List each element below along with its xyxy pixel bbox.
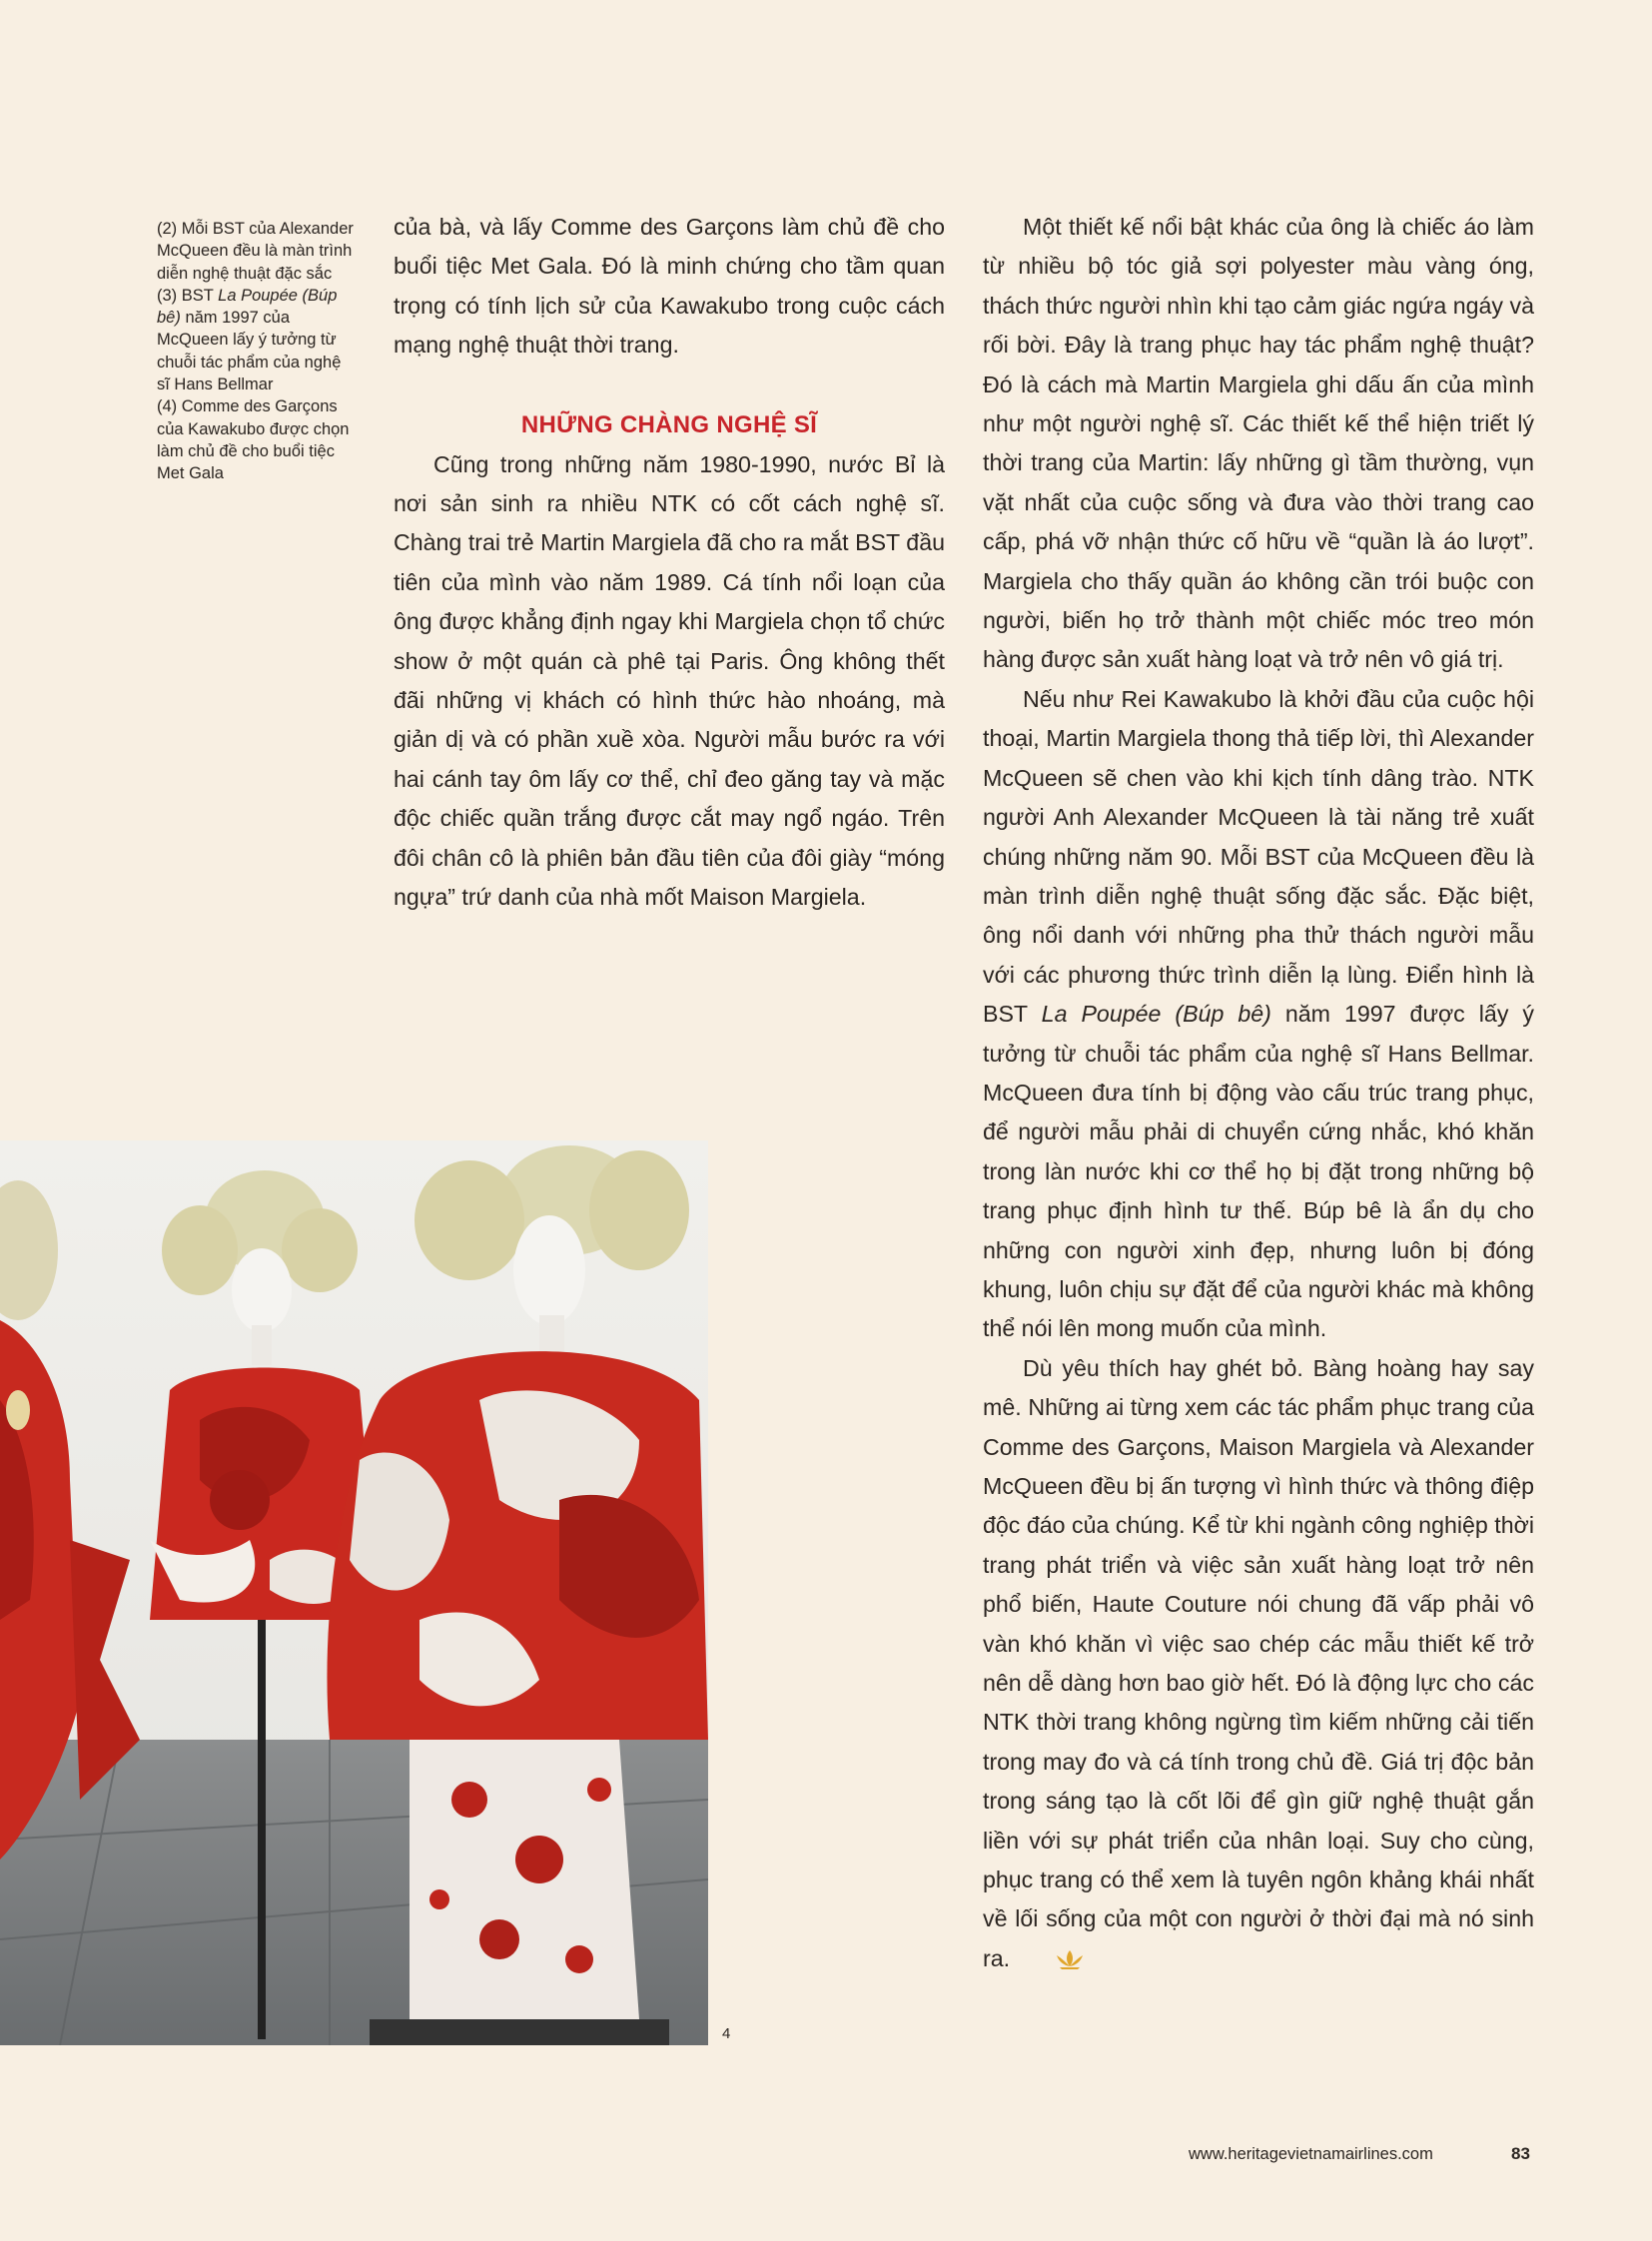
article-column-right xyxy=(983,208,1534,1981)
page-number: 83 xyxy=(1511,2144,1530,2163)
body-paragraph: Cũng trong những năm 1980-1990, nước Bỉ là nơi sản sinh ra nhiều NTK có cốt cách nghệ sĩ. Chàng trai trẻ Martin Margiela đã cho ra mắt BST đầu tiên của mình vào năm 1989. Cá tính nổi loạn của ông được khẳng định ngay khi Margiela chọn tổ chức show ở một quán cà phê tại Paris. Ông không thết đãi những vị khách có hình thức hào nhoáng, mà giản dị và có phần xuề xòa. Người mẫu bước ra với hai cánh tay ôm lấy cơ thể, chỉ đeo găng tay và mặc độc chiếc quần trắng được cắt may ngổ ngáo. Trên đôi chân cô là phiên bản đầu tiên của đôi giày “móng ngựa” trứ danh của nhà mốt Maison Margiela. xyxy=(394,450,945,911)
collection-title: La Poupée (Búp bê) xyxy=(1041,1001,1271,1028)
section-heading: NHỮNG CHÀNG NGHỆ SĨ xyxy=(520,410,818,438)
photo-captions xyxy=(157,218,357,485)
footer-url[interactable]: www.heritagevietnamairlines.com xyxy=(1189,2145,1433,2163)
body-paragraph: Một thiết kế nổi bật khác của ông là chiếc áo làm từ nhiều bộ tóc giả sợi polyester màu vàng óng, thách thức người nhìn khi tạo cảm giác ngứa ngáy và rối bời. Đây là trang phục hay tác phẩm nghệ thuật? Đó là cách mà Martin Margiela ghi dấu ấn của mình như một người nghệ sĩ. Các thiết kế thể hiện triết lý thời trang của Martin: lấy những gì tầm thường, vụn vặt nhất của cuộc sống và đưa vào thời trang cao cấp, phá vỡ nhận thức cố hữu về “quần là áo lượt”. Margiela cho thấy quần áo không cần trói buộc con người, biến họ trở thành một chiếc móc treo món hàng được sản xuất hàng loạt và trở nên vô giá trị. xyxy=(983,214,1534,673)
caption-3: (3) BST La Poupée (Búp bê) năm 1997 của McQueen lấy ý tưởng từ chuỗi tác phẩm của nghệ sĩ Hans Bellmar xyxy=(157,286,342,394)
fashion-exhibit-photo xyxy=(0,1140,708,2045)
caption-2: (2) Mỗi BST của Alexander McQueen đều là màn trình diễn nghệ thuật đặc sắc xyxy=(157,220,354,283)
lotus-icon xyxy=(1014,1942,1086,1981)
intro-paragraph: của bà, và lấy Comme des Garçons làm chủ đề cho buổi tiệc Met Gala. Đó là minh chứng cho tầm quan trọng có tính lịch sử của Kawakubo trong cuộc cách mạng nghệ thuật thời trang. xyxy=(394,214,945,359)
article-column-middle xyxy=(394,208,945,918)
photo-number: 4 xyxy=(722,2025,731,2042)
caption-3-title: La Poupée (Búp bê) xyxy=(157,286,338,328)
caption-4: (4) Comme des Garçons của Kawakubo được chọn làm chủ đề cho buổi tiệc Met Gala xyxy=(157,397,350,483)
body-paragraph: Nếu như Rei Kawakubo là khởi đầu của cuộc hội thoại, Martin Margiela thong thả tiếp lời, thì Alexander McQueen sẽ chen vào khi kịch tính dâng trào. NTK người Anh Alexander McQueen là tài năng trẻ xuất chúng những năm 90. Mỗi BST của McQueen đều là màn trình diễn nghệ thuật sống đặc sắc. Đặc biệt, ông nổi danh với những pha thử thách người mẫu với các phương thức trình diễn lạ lùng. Điển hình là BST La Poupée (Búp bê) năm 1997 được lấy ý tưởng từ chuỗi tác phẩm của nghệ sĩ Hans Bellmar. McQueen đưa tính bị động vào cấu trúc trang phục, để người mẫu phải di chuyển cứng nhắc, khó khăn trong làn nước khi cơ thể họ bị đặt trong những bộ trang phục định hình tư thế. Búp bê là ẩn dụ cho những con người xinh đẹp, nhưng luôn bị đóng khung, luôn chịu sự đặt để của người khác mà không thể nói lên mong muốn của mình. xyxy=(983,685,1534,1342)
body-paragraph-final: Dù yêu thích hay ghét bỏ. Bàng hoàng hay say mê. Những ai từng xem các tác phẩm phục trang của Comme des Garçons, Maison Margiela và Alexander McQueen đều bị ấn tượng vì hình thức và thông điệp độc đáo của chúng. Kể từ khi ngành công nghiệp thời trang phát triển và việc sản xuất hàng loạt trở nên phổ biến, Haute Couture nói chung đã vấp phải vô vàn khó khăn vì việc sao chép các mẫu thiết kế trở nên dễ dàng hơn bao giờ hết. Đó là động lực cho các NTK thời trang không ngừng tìm kiếm những cải tiến trong may đo và cá tính trong chủ đề. Giá trị độc bản trong sáng tạo là cốt lõi để gìn giữ nghệ thuật gắn liền với sự phát triển của nhân loại. Suy cho cùng, phục trang có thể xem là tuyên ngôn khảng khái nhất về lối sống của một con người ở thời đại mà nó sinh ra. xyxy=(983,1349,1534,1982)
